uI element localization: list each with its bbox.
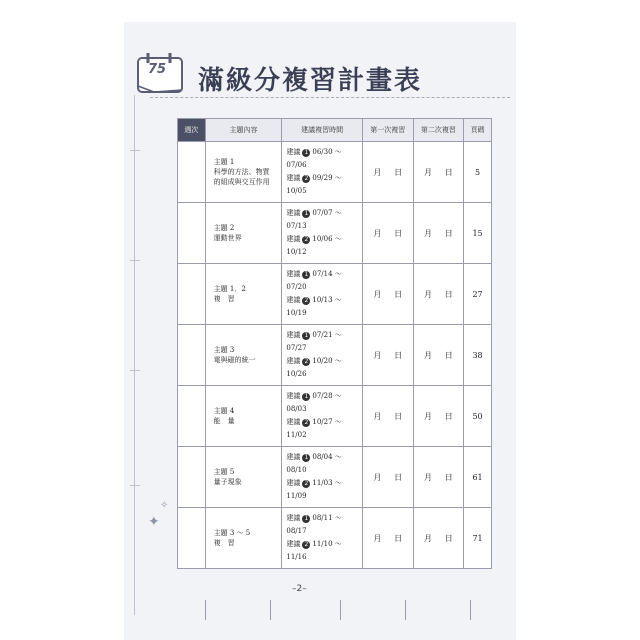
week-number: 3 bbox=[178, 264, 206, 325]
schedule-range-1: 08/11 ～ 08/17 bbox=[286, 514, 342, 535]
schedule-range-2: 10/20 ～ 10/26 bbox=[286, 357, 342, 378]
second-review-date[interactable] bbox=[413, 264, 464, 325]
week-number: 7 bbox=[178, 508, 206, 569]
table-row bbox=[178, 203, 492, 264]
topic-line: 複 習 bbox=[213, 295, 235, 303]
second-review-date[interactable] bbox=[413, 447, 464, 508]
suggest-label: 建議 bbox=[286, 453, 301, 461]
day-label: 日 bbox=[394, 289, 403, 299]
first-review-date[interactable] bbox=[362, 325, 413, 386]
day-label: 日 bbox=[394, 472, 403, 482]
suggest-label: 建議 bbox=[286, 479, 301, 487]
schedule-cell bbox=[282, 386, 363, 447]
day-label: 日 bbox=[444, 228, 453, 238]
month-label: 月 bbox=[373, 167, 382, 177]
sparkle-icon: ✦ bbox=[148, 514, 160, 530]
schedule-range-1: 07/28 ～ 08/03 bbox=[286, 392, 342, 413]
suggest-label: 建議 bbox=[286, 209, 301, 217]
table-row bbox=[178, 447, 492, 508]
second-review-date[interactable] bbox=[413, 203, 464, 264]
topic-cell bbox=[205, 264, 282, 325]
day-label: 日 bbox=[444, 411, 453, 421]
page-ref: 15 bbox=[464, 203, 492, 264]
month-label: 月 bbox=[373, 472, 382, 482]
topic-line: 複 習 bbox=[213, 539, 235, 547]
topic-line: 量子現象 bbox=[213, 478, 242, 486]
month-label: 月 bbox=[373, 228, 382, 238]
schedule-range-2: 11/03 ～ 11/09 bbox=[286, 479, 342, 500]
topic-cell bbox=[205, 447, 282, 508]
header-schedule: 建議複習時間 bbox=[282, 119, 363, 142]
circled-two-icon: 2 bbox=[302, 541, 310, 549]
first-review-date[interactable] bbox=[362, 203, 413, 264]
schedule-range-1: 07/14 ～ 07/20 bbox=[286, 270, 342, 291]
suggest-label: 建議 bbox=[286, 418, 301, 426]
topic-line: 主題 4 bbox=[213, 407, 235, 415]
topic-cell bbox=[205, 142, 282, 203]
margin-tick bbox=[130, 370, 140, 371]
footer-divider bbox=[270, 600, 271, 620]
week-number: 5 bbox=[178, 386, 206, 447]
circled-one-icon: 1 bbox=[302, 332, 310, 340]
page-ref: 61 bbox=[464, 447, 492, 508]
first-review-date[interactable] bbox=[362, 386, 413, 447]
suggest-label: 建議 bbox=[286, 174, 301, 182]
month-label: 月 bbox=[373, 350, 382, 360]
first-review-date[interactable] bbox=[362, 508, 413, 569]
page-ref: 27 bbox=[464, 264, 492, 325]
month-label: 月 bbox=[423, 533, 432, 543]
suggest-label: 建議 bbox=[286, 392, 301, 400]
table-row bbox=[178, 264, 492, 325]
week-number: 1 bbox=[178, 142, 206, 203]
header-topic: 主題內容 bbox=[205, 119, 282, 142]
topic-line: 科學的方法、物質 bbox=[213, 168, 270, 176]
table-header-row bbox=[178, 119, 492, 142]
suggest-label: 建議 bbox=[286, 514, 301, 522]
circled-two-icon: 2 bbox=[302, 480, 310, 488]
day-label: 日 bbox=[444, 533, 453, 543]
first-review-date[interactable] bbox=[362, 447, 413, 508]
schedule-range-2: 10/27 ～ 11/02 bbox=[286, 418, 342, 439]
suggest-label: 建議 bbox=[286, 235, 301, 243]
schedule-range-1: 07/21 ～ 07/27 bbox=[286, 331, 342, 352]
month-label: 月 bbox=[423, 167, 432, 177]
day-label: 日 bbox=[394, 411, 403, 421]
margin-tick bbox=[130, 485, 140, 486]
schedule-range-1: 06/30 ～ 07/06 bbox=[286, 148, 342, 169]
day-label: 日 bbox=[394, 228, 403, 238]
schedule-range-1: 08/04 ～ 08/10 bbox=[286, 453, 342, 474]
topic-line: 主題 1 bbox=[213, 158, 235, 166]
second-review-date[interactable] bbox=[413, 386, 464, 447]
schedule-range-1: 07/07 ～ 07/13 bbox=[286, 209, 342, 230]
suggest-label: 建議 bbox=[286, 540, 301, 548]
circled-two-icon: 2 bbox=[302, 358, 310, 366]
header-week: 週次 bbox=[178, 119, 206, 142]
topic-line: 主題 3 bbox=[213, 346, 235, 354]
second-review-date[interactable] bbox=[413, 325, 464, 386]
day-label: 日 bbox=[444, 167, 453, 177]
topic-line: 的組成與交互作用 bbox=[213, 178, 270, 186]
suggest-label: 建議 bbox=[286, 270, 301, 278]
schedule-range-2: 09/29 ～ 10/05 bbox=[286, 174, 342, 195]
topic-line: 電與磁的統一 bbox=[213, 356, 256, 364]
margin-line bbox=[134, 95, 135, 615]
month-label: 月 bbox=[423, 472, 432, 482]
first-review-date[interactable] bbox=[362, 142, 413, 203]
topic-cell bbox=[205, 325, 282, 386]
circled-one-icon: 1 bbox=[302, 271, 310, 279]
sparkle-icon: ✧ bbox=[160, 500, 169, 511]
header-second-review: 第二次複習 bbox=[413, 119, 464, 142]
title-rule bbox=[150, 97, 510, 98]
page-title: 滿級分複習計畫表 bbox=[198, 66, 423, 96]
month-label: 月 bbox=[373, 289, 382, 299]
suggest-label: 建議 bbox=[286, 296, 301, 304]
footer-divider bbox=[340, 600, 341, 620]
topic-line: 運動世界 bbox=[213, 234, 242, 242]
page-ref: 71 bbox=[464, 508, 492, 569]
topic-cell bbox=[205, 508, 282, 569]
schedule-cell bbox=[282, 264, 363, 325]
header-first-review: 第一次複習 bbox=[362, 119, 413, 142]
circled-one-icon: 1 bbox=[302, 210, 310, 218]
header-page: 頁碼 bbox=[464, 119, 492, 142]
footer-divider bbox=[405, 600, 406, 620]
day-label: 日 bbox=[444, 289, 453, 299]
week-number: 2 bbox=[178, 203, 206, 264]
day-label: 日 bbox=[394, 350, 403, 360]
footer-divider bbox=[205, 600, 206, 620]
month-label: 月 bbox=[373, 533, 382, 543]
month-label: 月 bbox=[423, 350, 432, 360]
page-number: –2– bbox=[292, 584, 307, 594]
circled-one-icon: 1 bbox=[302, 393, 310, 401]
page-ref: 5 bbox=[464, 142, 492, 203]
month-label: 月 bbox=[423, 411, 432, 421]
page-ref: 38 bbox=[464, 325, 492, 386]
circled-two-icon: 2 bbox=[302, 175, 310, 183]
topic-cell bbox=[205, 203, 282, 264]
topic-line: 主題 2 bbox=[213, 224, 235, 232]
topic-line: 能 量 bbox=[213, 417, 235, 425]
schedule-cell bbox=[282, 325, 363, 386]
suggest-label: 建議 bbox=[286, 357, 301, 365]
day-label: 日 bbox=[444, 350, 453, 360]
schedule-cell bbox=[282, 508, 363, 569]
circled-one-icon: 1 bbox=[302, 149, 310, 157]
topic-line: 主題 5 bbox=[213, 468, 235, 476]
second-review-date[interactable] bbox=[413, 142, 464, 203]
week-number: 4 bbox=[178, 325, 206, 386]
schedule-range-2: 10/13 ～ 10/19 bbox=[286, 296, 342, 317]
second-review-date[interactable] bbox=[413, 508, 464, 569]
circled-one-icon: 1 bbox=[302, 454, 310, 462]
schedule-cell bbox=[282, 203, 363, 264]
schedule-cell bbox=[282, 447, 363, 508]
margin-tick bbox=[130, 260, 140, 261]
circled-two-icon: 2 bbox=[302, 297, 310, 305]
month-label: 月 bbox=[423, 289, 432, 299]
day-label: 日 bbox=[394, 167, 403, 177]
month-label: 月 bbox=[423, 228, 432, 238]
schedule-cell bbox=[282, 142, 363, 203]
suggest-label: 建議 bbox=[286, 148, 301, 156]
calendar-number: 75 bbox=[148, 62, 167, 77]
first-review-date[interactable] bbox=[362, 264, 413, 325]
table-row bbox=[178, 142, 492, 203]
circled-two-icon: 2 bbox=[302, 236, 310, 244]
day-label: 日 bbox=[394, 533, 403, 543]
table-row bbox=[178, 386, 492, 447]
day-label: 日 bbox=[444, 472, 453, 482]
schedule-range-2: 10/06 ～ 10/12 bbox=[286, 235, 342, 256]
page-ref: 50 bbox=[464, 386, 492, 447]
month-label: 月 bbox=[373, 411, 382, 421]
circled-two-icon: 2 bbox=[302, 419, 310, 427]
margin-tick bbox=[130, 150, 140, 151]
topic-line: 主題 1．2 bbox=[213, 285, 246, 293]
table-row bbox=[178, 325, 492, 386]
topic-cell bbox=[205, 386, 282, 447]
review-plan-table bbox=[177, 118, 492, 569]
footer-divider bbox=[470, 600, 471, 620]
topic-line: 主題 3 ～ 5 bbox=[213, 529, 251, 537]
schedule-range-2: 11/10 ～ 11/16 bbox=[286, 540, 342, 561]
table-row bbox=[178, 508, 492, 569]
suggest-label: 建議 bbox=[286, 331, 301, 339]
circled-one-icon: 1 bbox=[302, 515, 310, 523]
week-number: 6 bbox=[178, 447, 206, 508]
